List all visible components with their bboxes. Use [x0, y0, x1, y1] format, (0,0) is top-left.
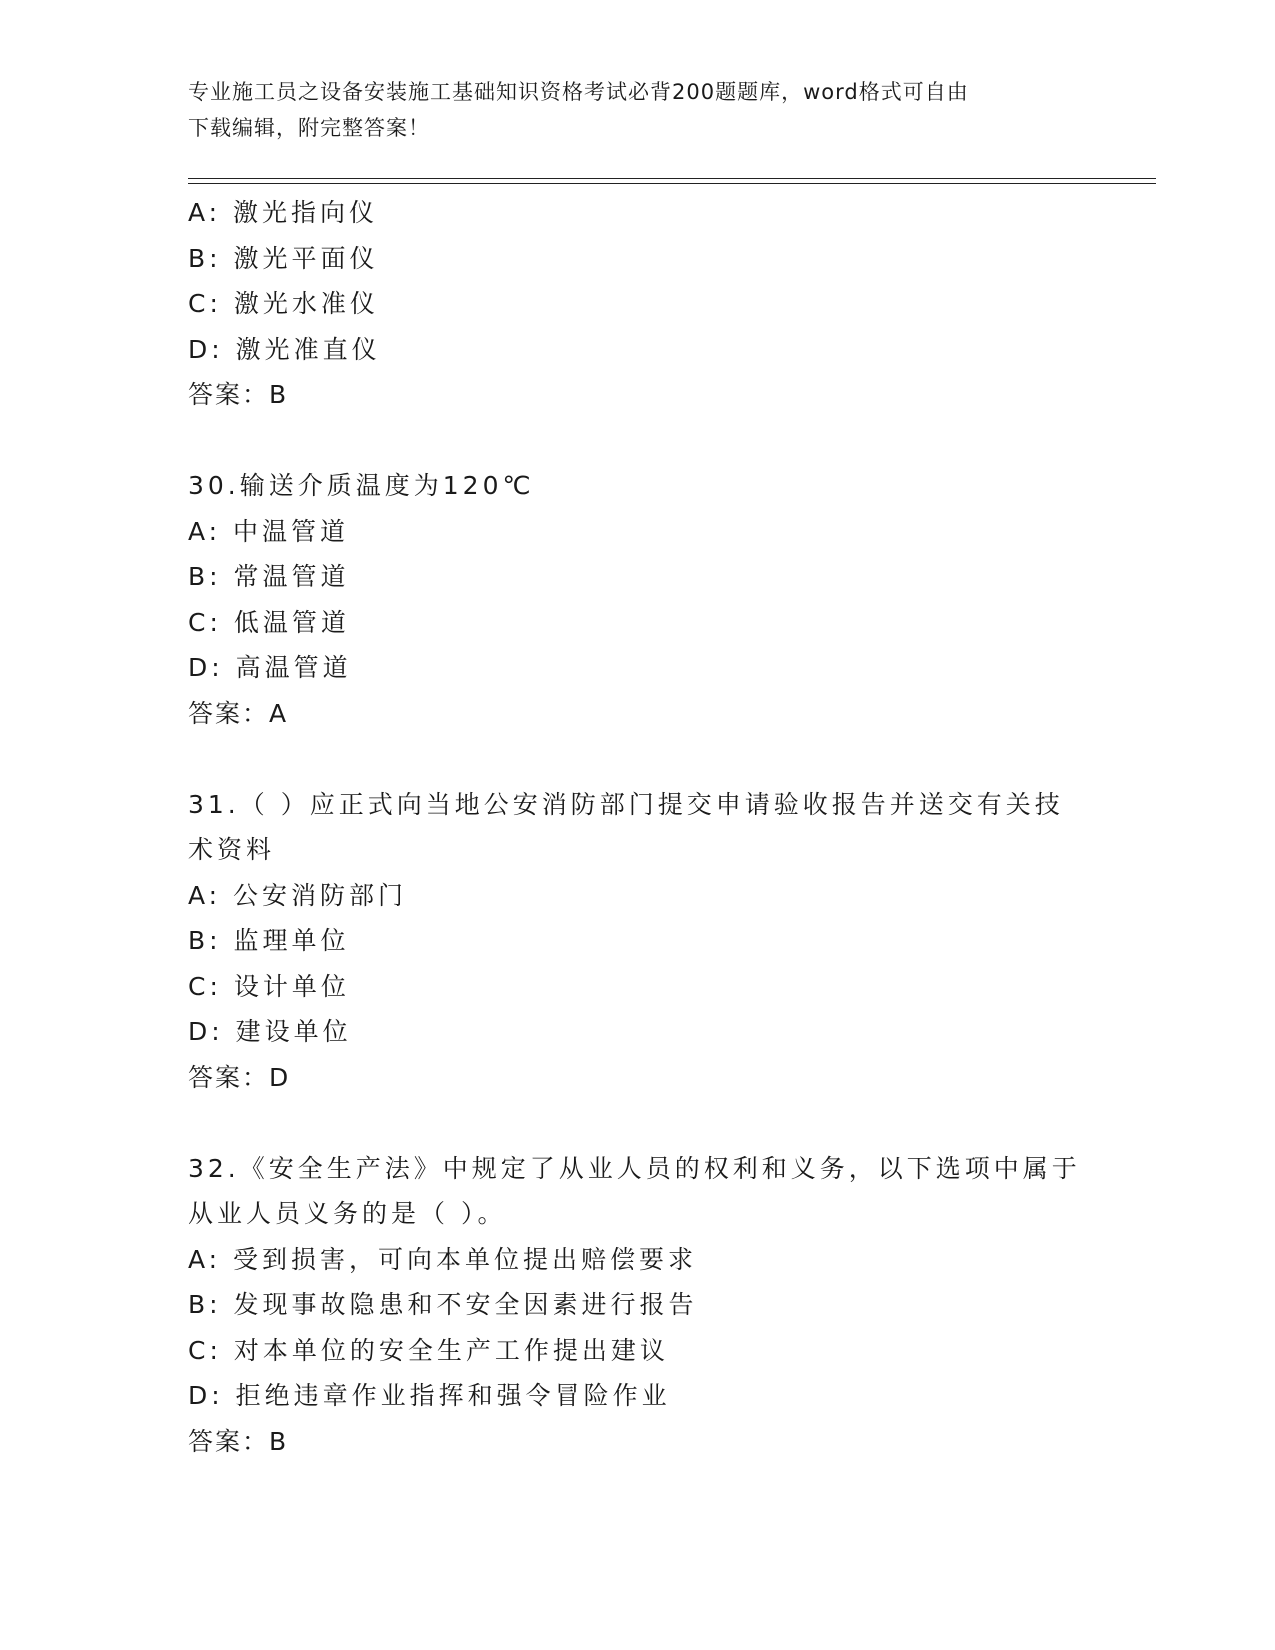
question-stem: 30.输送介质温度为120℃: [188, 471, 535, 500]
spacer: [188, 1100, 1088, 1146]
answer-line: 答案：B: [188, 380, 289, 409]
question-block-30: [188, 463, 1088, 736]
answer-line: 答案：A: [188, 698, 289, 728]
header-line-2: 下载编辑，附完整答案！: [188, 116, 430, 140]
answer-line: 答案：B: [188, 1426, 289, 1456]
header-line-1: 专业施工员之设备安装施工基础知识资格考试必背200题题库，word格式可自由: [188, 80, 969, 104]
question-stem-line-1: 31.（ ）应正式向当地公安消防部门提交申请验收报告并送交有关技: [188, 789, 1064, 819]
option-c: C: 对本单位的安全生产工作提出建议: [188, 1335, 669, 1365]
option-c: C: 设计单位: [188, 971, 350, 1001]
question-stem-line-2: 从业人员义务的是（ ）。: [188, 1199, 507, 1228]
question-block-29: [188, 190, 1088, 418]
option-d: D: 激光准直仪: [188, 334, 381, 364]
option-b: B: 常温管道: [188, 562, 350, 591]
question-stem-line-2: 术资料: [188, 835, 276, 864]
option-c: C: 激光水准仪: [188, 289, 379, 318]
option-b: B: 发现事故隐患和不安全因素进行报告: [188, 1290, 698, 1319]
question-block-32: [188, 1146, 1088, 1465]
question-block-31: [188, 782, 1088, 1101]
document-header: [188, 74, 1088, 146]
question-list: [188, 190, 1088, 1464]
option-d: D: 拒绝违章作业指挥和强令冒险作业: [188, 1381, 671, 1410]
option-d: D: 建设单位: [188, 1017, 352, 1046]
option-a: A: 中温管道: [188, 516, 350, 546]
header-divider-top: [188, 178, 1156, 179]
option-a: A: 受到损害，可向本单位提出赔偿要求: [188, 1244, 698, 1274]
option-a: A: 激光指向仪: [188, 198, 379, 227]
answer-line: 答案：D: [188, 1062, 291, 1092]
spacer: [188, 736, 1088, 782]
option-c: C: 低温管道: [188, 607, 350, 637]
option-d: D: 高温管道: [188, 653, 352, 682]
spacer: [188, 418, 1088, 464]
option-b: B: 激光平面仪: [188, 243, 379, 273]
option-a: A: 公安消防部门: [188, 880, 408, 910]
option-b: B: 监理单位: [188, 926, 350, 955]
header-divider-bottom: [188, 183, 1156, 184]
question-stem-line-1: 32.《安全生产法》中规定了从业人员的权利和义务，以下选项中属于: [188, 1153, 1081, 1183]
